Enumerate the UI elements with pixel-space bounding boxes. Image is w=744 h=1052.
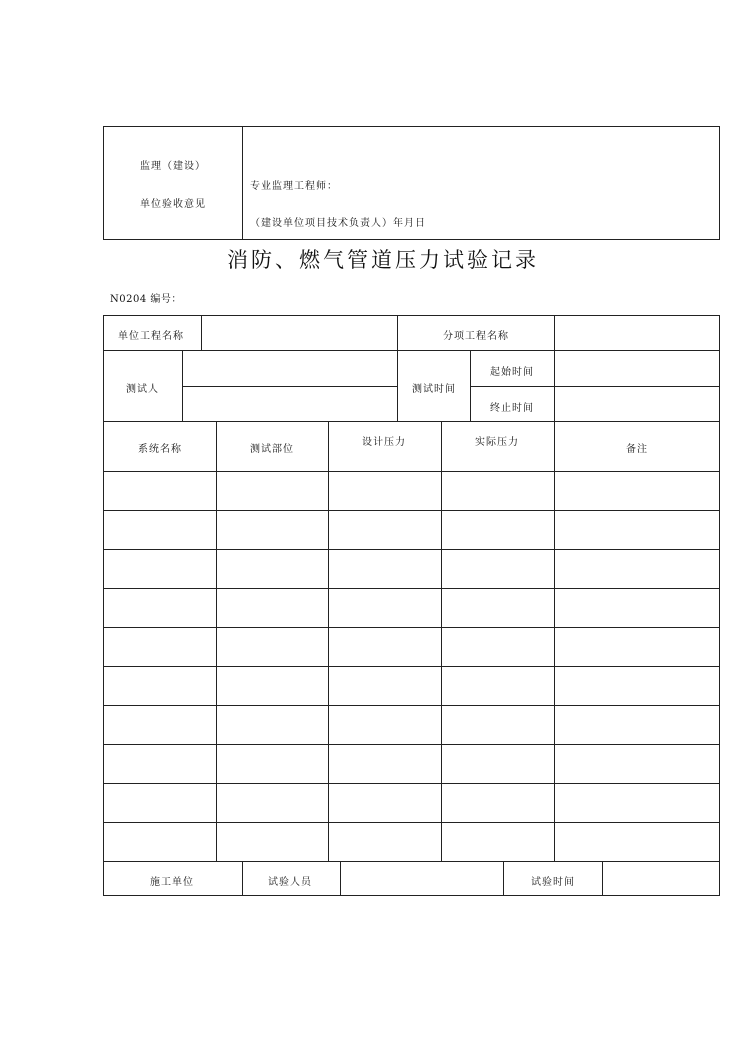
table-cell[interactable] [217, 589, 328, 627]
table-cell[interactable] [329, 745, 441, 783]
table-cell[interactable] [442, 550, 554, 588]
table-cell[interactable] [329, 706, 441, 744]
table-cell[interactable] [104, 550, 216, 588]
sub-project-name-field[interactable] [555, 316, 719, 350]
tester-field-1[interactable] [183, 351, 397, 386]
column-header-system-name: 系统名称 [138, 444, 182, 455]
table-cell[interactable] [442, 745, 554, 783]
table-cell[interactable] [217, 550, 328, 588]
table-cell[interactable] [555, 511, 720, 549]
table-cell[interactable] [329, 667, 441, 705]
footer-divider [503, 861, 504, 896]
end-time-label: 终止时间 [490, 403, 534, 414]
tester-field-2[interactable] [183, 387, 397, 421]
approval-label-line1: 监理（建设） [140, 161, 206, 172]
table-cell[interactable] [104, 472, 216, 510]
table-cell[interactable] [217, 667, 328, 705]
construction-unit-label: 施工单位 [150, 877, 194, 888]
table-cell[interactable] [442, 667, 554, 705]
header-divider [397, 315, 398, 421]
start-time-field[interactable] [555, 351, 719, 386]
table-cell[interactable] [555, 784, 720, 822]
test-personnel-field[interactable] [341, 862, 503, 896]
table-cell[interactable] [555, 706, 720, 744]
start-time-label: 起始时间 [490, 367, 534, 378]
table-cell[interactable] [555, 823, 720, 861]
test-time-footer-label: 试验时间 [531, 877, 575, 888]
table-cell[interactable] [217, 745, 328, 783]
header-row-line [103, 421, 720, 422]
table-cell[interactable] [217, 706, 328, 744]
table-cell[interactable] [217, 511, 328, 549]
test-time-field[interactable] [603, 862, 719, 896]
table-cell[interactable] [555, 628, 720, 666]
sub-project-name-label: 分项工程名称 [443, 331, 509, 342]
table-cell[interactable] [217, 628, 328, 666]
column-header-test-location: 测试部位 [250, 444, 294, 455]
unit-project-name-label: 单位工程名称 [118, 331, 184, 342]
table-cell[interactable] [104, 628, 216, 666]
table-cell[interactable] [104, 784, 216, 822]
table-cell[interactable] [442, 589, 554, 627]
table-cell[interactable] [217, 472, 328, 510]
tester-label: 测试人 [126, 384, 159, 395]
table-cell[interactable] [217, 784, 328, 822]
table-cell[interactable] [555, 550, 720, 588]
table-cell[interactable] [555, 667, 720, 705]
table-cell[interactable] [104, 667, 216, 705]
table-cell[interactable] [442, 823, 554, 861]
table-cell[interactable] [555, 589, 720, 627]
approval-divider [242, 126, 243, 240]
table-cell[interactable] [329, 589, 441, 627]
test-time-label: 测试时间 [412, 384, 456, 395]
footer-divider [242, 861, 243, 896]
table-cell[interactable] [104, 706, 216, 744]
table-cell[interactable] [329, 823, 441, 861]
page-title: 消防、燃气管道压力试验记录 [227, 248, 539, 272]
column-header-design-pressure: 设计压力 [362, 437, 406, 448]
test-personnel-label: 试验人员 [268, 877, 312, 888]
table-cell[interactable] [104, 745, 216, 783]
unit-project-name-field[interactable] [202, 316, 397, 350]
signatory-label: （建设单位项目技术负责人）年月日 [250, 218, 426, 229]
column-header-remarks: 备注 [626, 444, 648, 455]
table-cell[interactable] [555, 472, 720, 510]
table-cell[interactable] [329, 784, 441, 822]
table-cell[interactable] [329, 550, 441, 588]
table-cell[interactable] [442, 784, 554, 822]
end-time-field[interactable] [555, 387, 719, 421]
doc-number-label: N0204 编号： [110, 294, 182, 305]
table-cell[interactable] [329, 472, 441, 510]
table-cell[interactable] [329, 511, 441, 549]
approval-label-line2: 单位验收意见 [140, 199, 206, 210]
table-cell[interactable] [442, 628, 554, 666]
column-header-actual-pressure: 实际压力 [475, 437, 519, 448]
table-cell[interactable] [329, 628, 441, 666]
table-cell[interactable] [442, 511, 554, 549]
table-cell[interactable] [555, 745, 720, 783]
table-cell[interactable] [442, 706, 554, 744]
table-cell[interactable] [104, 511, 216, 549]
table-cell[interactable] [104, 823, 216, 861]
table-cell[interactable] [217, 823, 328, 861]
table-cell[interactable] [442, 472, 554, 510]
table-cell[interactable] [104, 589, 216, 627]
engineer-label: 专业监理工程师： [250, 181, 338, 192]
